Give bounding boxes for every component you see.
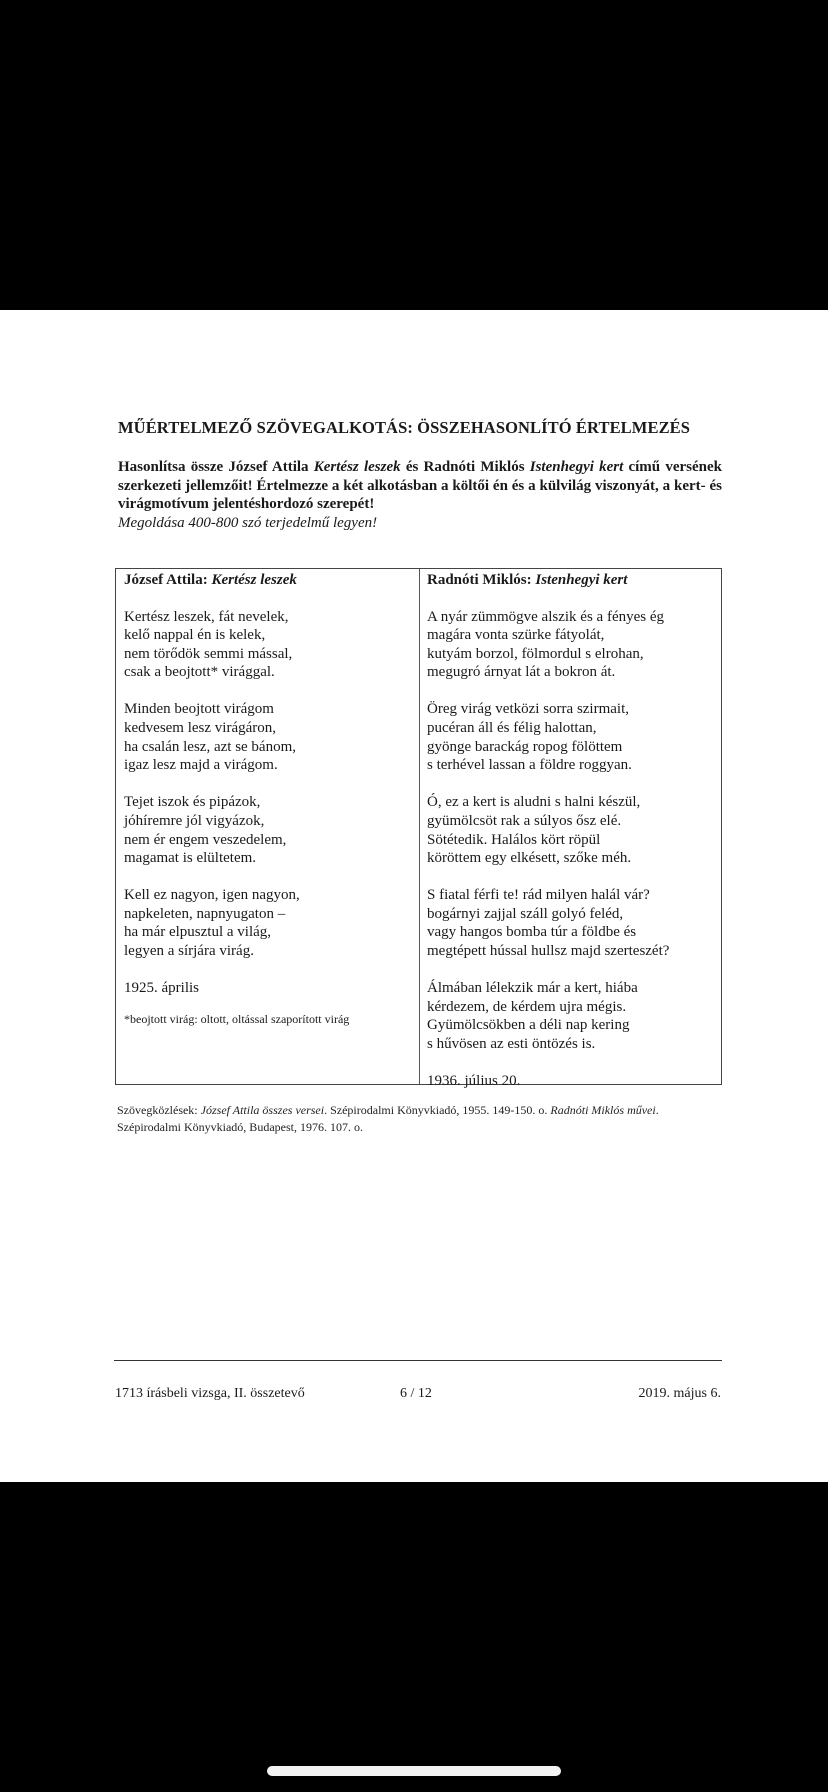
column-divider — [419, 569, 420, 1084]
instructions-text-3: című versének szerkezeti jellemzőit! Értelmezze a két alkotásban a költői én és a külvilág viszonyát, a kert- és virágmotívum jelentéshordozó szerepét! — [118, 459, 722, 512]
poem-line: legyen a sírjára virág. — [124, 943, 254, 959]
poem-line: megugró árnyat lát a bokron át. — [427, 664, 616, 681]
poem-line: kedvesem lesz virágáron, — [124, 720, 277, 737]
footer-date: 2019. május 6. — [638, 1386, 721, 1401]
right-poem-title — [427, 571, 717, 590]
right-poem-title-text: Istenhegyi kert — [535, 572, 628, 588]
poem-stanza — [427, 886, 717, 960]
right-poem-stanzas — [427, 608, 717, 1054]
poem-line: Öreg virág vetközi sorra szirmait, — [427, 701, 630, 718]
right-poem-date: 1936. július 20. — [427, 1072, 521, 1089]
task-instructions — [118, 458, 722, 532]
poem-line: S fiatal férfi te! rád milyen halál vár? — [427, 887, 650, 904]
poem-line: kérdezem, de kérdem ujra mégis. — [427, 998, 627, 1015]
poem-stanza — [427, 979, 717, 1053]
footer-exam-label: 1713 írásbeli vizsga, II. összetevő — [115, 1386, 305, 1401]
poem-line: s hűvösen az esti öntözés is. — [427, 1035, 596, 1052]
poem-line: gyümölcsöt rak a súlyos ősz elé. — [427, 812, 622, 829]
instructions-title-1: Kertész leszek — [313, 459, 401, 475]
left-poem-date: 1925. április — [124, 980, 199, 997]
instructions-text-2: és Radnóti Miklós — [400, 459, 530, 475]
poem-stanza — [124, 886, 414, 960]
poem-line: megtépett hússal hullsz majd szerteszét? — [427, 943, 670, 959]
poem-table — [115, 568, 722, 1089]
length-note: Megoldása 400-800 szó terjedelmű legyen! — [118, 514, 378, 531]
home-indicator[interactable] — [267, 1766, 561, 1776]
exam-page — [0, 310, 828, 1482]
source-1-details: . Szépirodalmi Könyvkiadó, 1955. 149-150. o. — [324, 1103, 551, 1117]
poem-stanza — [124, 700, 414, 774]
source-1-title: József Attila összes versei — [200, 1103, 325, 1117]
left-poem-footnote: *beojtott virág: oltott, oltással szaporított virág — [124, 1011, 350, 1026]
poem-line: csak a beojtott* virággal. — [124, 664, 275, 681]
poem-line: Kertész leszek, fát nevelek, — [124, 608, 289, 625]
poem-line: magára vonta szürke fátyolát, — [427, 627, 605, 644]
source-citations — [117, 1102, 725, 1136]
left-poem-author: József Attila: — [124, 572, 212, 588]
poem-line: nem törődök semmi mással, — [124, 645, 293, 662]
poem-line: Gyümölcsökben a déli nap kering — [427, 1017, 630, 1034]
left-poem-title-text: Kertész leszek — [211, 572, 297, 588]
section-heading: MŰÉRTELMEZŐ SZÖVEGALKOTÁS: ÖSSZEHASONLÍTÓ ÉRTELMEZÉS — [118, 418, 691, 437]
poem-line: igaz lesz majd a virágom. — [124, 757, 278, 774]
poem-line: ha csalán lesz, azt se bánom, — [124, 738, 297, 755]
poem-stanza — [427, 700, 717, 774]
poem-stanza — [124, 608, 414, 682]
poem-stanza — [124, 793, 414, 867]
poem-line: Álmában lélekzik már a kert, hiába — [427, 980, 638, 997]
poem-line: s terhével lassan a földre roggyan. — [427, 757, 632, 774]
left-poem-stanzas — [124, 608, 414, 961]
poem-line: nem ér engem veszedelem, — [124, 831, 287, 848]
poem-line: bogárnyi zajjal száll golyó feléd, — [427, 905, 624, 922]
poem-line: köröttem egy elkésett, szőke méh. — [427, 850, 632, 867]
poem-line: Minden beojtott virágom — [124, 701, 274, 718]
footer-divider — [114, 1360, 722, 1361]
left-poem-title — [124, 571, 414, 590]
poem-stanza — [427, 793, 717, 867]
footer-page-number: 6 / 12 — [400, 1386, 432, 1401]
instructions-title-2: Istenhegyi kert — [529, 459, 624, 475]
poem-line: Kell ez nagyon, igen nagyon, — [124, 887, 300, 904]
poem-line: Tejet iszok és pipázok, — [124, 794, 261, 811]
left-poem-column — [124, 569, 414, 1028]
poem-line: Ó, ez a kert is aludni s halni készül, — [427, 794, 641, 811]
poem-line: ha már elpusztul a világ, — [124, 924, 272, 941]
poem-line: vagy hangos bomba túr a földbe és — [427, 924, 637, 941]
right-poem-author: Radnóti Miklós: — [427, 572, 536, 588]
poem-line: A nyár zümmögve alszik és a fényes ég — [427, 608, 665, 625]
poem-line: Sötétedik. Halálos kört röpül — [427, 831, 601, 848]
poem-line: jóhíremre jól vigyázok, — [124, 812, 265, 829]
poem-line: gyönge barackág ropog fölöttem — [427, 738, 623, 755]
sources-label: Szövegközlések: — [117, 1103, 201, 1117]
instructions-text-1: Hasonlítsa össze József Attila — [118, 459, 314, 475]
poem-line: magamat is elültetem. — [124, 850, 257, 867]
poem-line: pucéran áll és félig halottan, — [427, 720, 597, 737]
poem-stanza — [427, 608, 717, 682]
poem-line: kelő nappal én is kelek, — [124, 627, 266, 644]
poem-line: kutyám borzol, fölmordul s elrohan, — [427, 645, 644, 662]
source-2-title: Radnóti Miklós művei — [550, 1103, 656, 1117]
poem-line: napkeleten, napnyugaton – — [124, 905, 286, 922]
source-2-details: . Szépirodalmi Könyvkiadó, Budapest, 1976. 107. o. — [117, 1103, 659, 1134]
right-poem-column — [427, 569, 717, 1091]
